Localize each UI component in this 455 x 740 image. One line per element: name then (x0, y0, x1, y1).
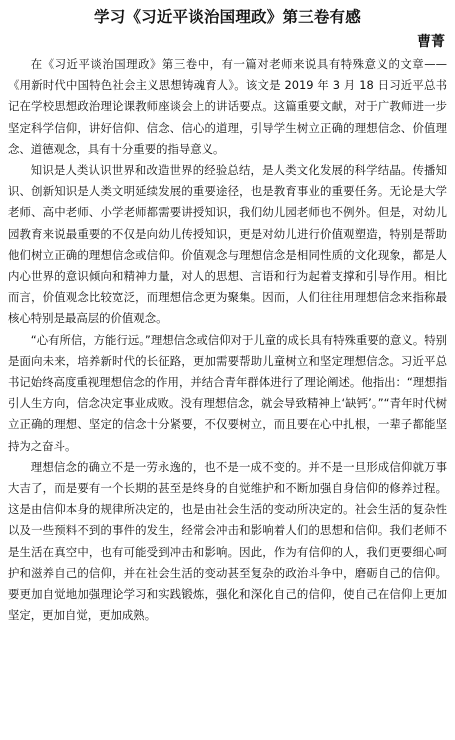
article-body (8, 54, 447, 626)
paragraph-2: 知识是人类认识世界和改造世界的经验总结，是人类文化发展的科学结晶。传播知识、创新知识是人类文明延续发展的重要途径，也是教育事业的重要任务。无论是大学老师、高中老师、小学老师都需要讲授知识，我们幼儿园老师也不例外。但是，对幼儿园教育来说最重要的不仅是向幼儿传授知识，更是对幼儿进行价值观塑造，特别是帮助他们树立正确的理想信念或信仰。价值观念与理想信念是相同性质的文化现象，都是人内心世界的意识倾向和精神力量，对人的思想、言语和行为起着支撑和引导作用。相比而言，价值观念比较宽泛，而理想信念更为聚集。因而，人们往往用理想信念来指称最核心特别是最高层的价值观念。 (8, 163, 447, 326)
paragraph-4: 理想信念的确立不是一劳永逸的，也不是一成不变的。并不是一旦形成信仰就万事大吉了，而是要有一个长期的甚至是终身的自觉维护和不断加强自身信仰的修养过程。这是由信仰本身的规律所决定的，也是由社会生活的变动所决定的。社会生活的复杂性以及一些预料不到的事件的发生，经常会冲击和影响着人们的思想和信仰。我们老师不是生活在真空中，也有可能受到冲击和影响。因此，作为有信仰的人，我们更要细心呵护和滋养自己的信仰，并在社会生活的变动甚至复杂的政治斗争中，磨砺自己的信仰。要更加自觉地加强理论学习和实践锻炼，强化和深化自己的信仰，使自己在信仰上更加坚定，更加自觉，更加成熟。 (8, 459, 447, 623)
paragraph-3: “心有所信，方能行远。”理想信念或信仰对于儿童的成长具有特殊重要的意义。特别是面向未来，培养新时代的长征路，更加需要帮助儿童树立和坚定理想信念。习近平总书记始终高度重视理想信念的作用，并结合青年群体进行了理论阐述。他指出：“理想指引人生方向，信念决定事业成败。没有理想信念，就会导致精神上‘缺钙’。”“青年时代树立正确的理想、坚定的信念十分紧要，不仅要树立，而且要在心中扎根，一辈子都能坚持为之奋斗。 (8, 332, 447, 453)
article-author: 曹菁 (417, 34, 445, 50)
article-title: 学习《习近平谈治国理政》第三卷有感 (94, 8, 361, 26)
paragraph-1: 在《习近平谈治国理政》第三卷中，有一篇对老师来说具有特殊意义的文章——《用新时代中国特色社会主义思想铸魂育人》。该文是 2019 年 3 月 18 日习近平总书记在学校思想政治理论课教师座谈会上的讲话要点。这篇重要文献，对于广教师进一步坚定科学信仰，讲好信仰、信念、信心的道理，引导学生树立正确的理想信念、价值理念、道德观念，具有十分重要的指导意义。 (8, 57, 447, 156)
